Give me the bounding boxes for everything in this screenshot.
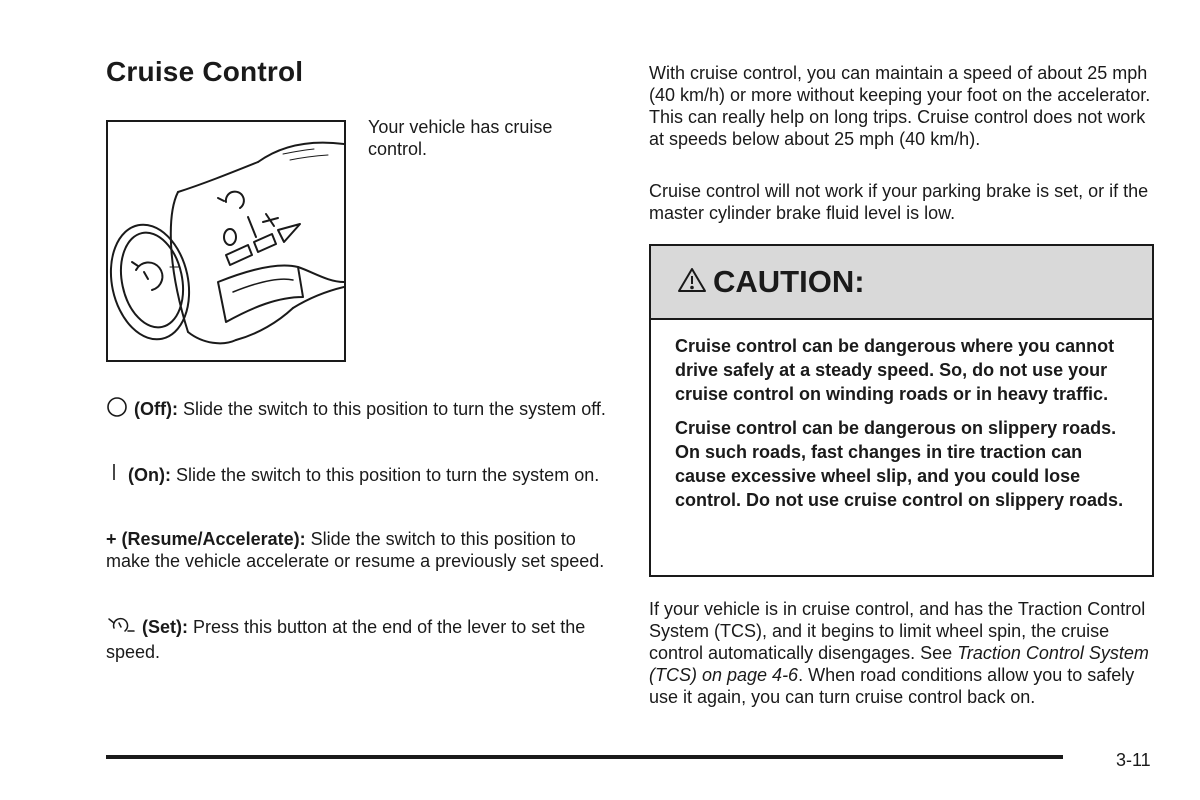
tcs-paragraph bbox=[649, 598, 1159, 708]
vertical-bar-on-icon bbox=[106, 462, 122, 489]
tcs-text-after: . When road conditions allow you to safely use it again, you can turn cruise control back on. bbox=[649, 665, 1135, 707]
parking-brake-paragraph: Cruise control will not work if your parking brake is set, or if the master cylinder brake fluid level is low. bbox=[649, 181, 1149, 223]
set-description bbox=[106, 614, 606, 663]
cruise-control-lever-illustration bbox=[106, 120, 346, 362]
caution-title: CAUTION: bbox=[713, 264, 865, 299]
intro-text: Your vehicle has cruise control. bbox=[368, 117, 553, 159]
page-number: 3-11 bbox=[1116, 750, 1151, 770]
on-text: Slide the switch to this position to turn the system on. bbox=[176, 465, 600, 485]
off-description bbox=[106, 396, 606, 423]
caution-text-1: Cruise control can be dangerous where you cannot drive safely at a steady speed. So, do not use your cruise control on winding roads or in heavy traffic. bbox=[675, 336, 1115, 404]
speedometer-set-icon bbox=[106, 614, 136, 641]
warning-triangle-icon bbox=[677, 266, 707, 299]
resume-description bbox=[106, 528, 606, 572]
footer-rule bbox=[106, 755, 1063, 759]
off-label: (Off): bbox=[134, 399, 178, 419]
page-title: Cruise Control bbox=[106, 56, 304, 87]
resume-label: + (Resume/Accelerate): bbox=[106, 529, 306, 549]
on-description bbox=[106, 462, 606, 489]
caution-header bbox=[651, 246, 1152, 320]
tcs-text-before: If your vehicle is in cruise control, and has the Traction Control System (TCS), and it begins to limit wheel spin, the cruise control automatically disengages. See bbox=[649, 599, 1146, 663]
on-label: (On): bbox=[128, 465, 171, 485]
caution-text-2: Cruise control can be dangerous on slippery roads. On such roads, fast changes in tire traction can cause excessive wheel slip, and you could lose control. Do not use cruise control on slippery roads. bbox=[675, 418, 1124, 510]
set-text: Press this button at the end of the lever to set the speed. bbox=[106, 617, 586, 662]
set-label: (Set): bbox=[142, 617, 188, 637]
resume-text: Slide the switch to this position to make the vehicle accelerate or resume a previously set speed. bbox=[106, 529, 605, 571]
caution-box bbox=[649, 244, 1154, 577]
cruise-intro-paragraph: With cruise control, you can maintain a speed of about 25 mph (40 km/h) or more without keeping your foot on the accelerator. This can really help on long trips. Cruise control does not work at speeds below about 25 mph (40 km/h). bbox=[649, 63, 1151, 149]
caution-body bbox=[651, 320, 1152, 512]
tcs-page-reference: Traction Control System (TCS) on page 4-6 bbox=[649, 643, 1149, 685]
off-text: Slide the switch to this position to turn the system off. bbox=[183, 399, 606, 419]
circle-off-icon bbox=[106, 396, 128, 423]
